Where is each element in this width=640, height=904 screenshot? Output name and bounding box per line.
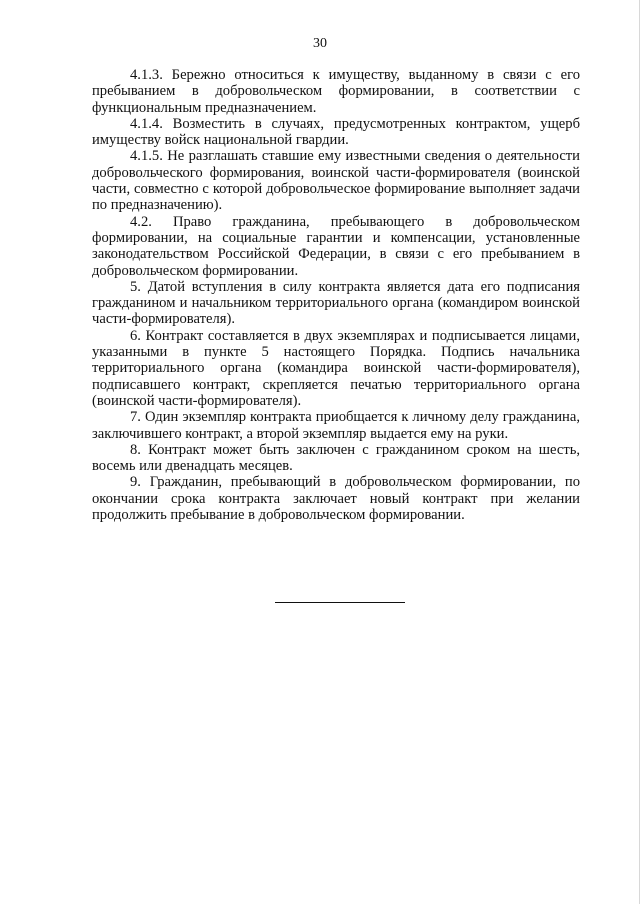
paragraph-4-1-4: 4.1.4. Возместить в случаях, предусмотренных контрактом, ущерб имуществу войск национальной гвардии. (92, 115, 580, 149)
paragraph-6: 6. Контракт составляется в двух экземплярах и подписывается лицами, указанными в пункте 5 настоящего Порядка. Подпись начальника территориального органа (командира воинской части-формирователя), подписавшего контракт, скрепляется печатью территориального органа (воинской части-формирователя). (92, 327, 580, 409)
paragraph-4-1-3: 4.1.3. Бережно относиться к имуществу, выданному в связи с его пребыванием в добровольческом формировании, в соответствии с функциональным предназначением. (92, 67, 580, 116)
paragraph-5: 5. Датой вступления в силу контракта является дата его подписания гражданином и начальником территориального органа (командиром воинской части-формирователя). (92, 278, 580, 328)
paragraph-9: 9. Гражданин, пребывающий в добровольческом формировании, по окончании срока контракта заключает новый контракт при желании продолжить пребывание в добровольческом формировании. (92, 474, 580, 524)
paragraph-8: 8. Контракт может быть заключен с гражданином сроком на шесть, восемь или двенадцать месяцев. (92, 441, 580, 475)
page-number: 30 (313, 36, 327, 51)
paragraph-4-1-5: 4.1.5. Не разглашать ставшие ему известными сведения о деятельности добровольческого формирования, воинской части-формирователя (воинской части, совместно с которой добровольческое формирование выполняет задачи по предназначению). (92, 148, 580, 214)
document-body (92, 67, 580, 523)
paragraph-7: 7. Один экземпляр контракта приобщается к личному делу гражданина, заключившего контракт, а второй экземпляр выдается ему на руки. (92, 409, 580, 442)
paragraph-4-2: 4.2. Право гражданина, пребывающего в добровольческом формировании, на социальные гарантии и компенсации, установленные законодательством Российской Федерации, в связи с его пребыванием в добровольческом формировании. (92, 213, 580, 279)
closing-rule (275, 602, 405, 603)
